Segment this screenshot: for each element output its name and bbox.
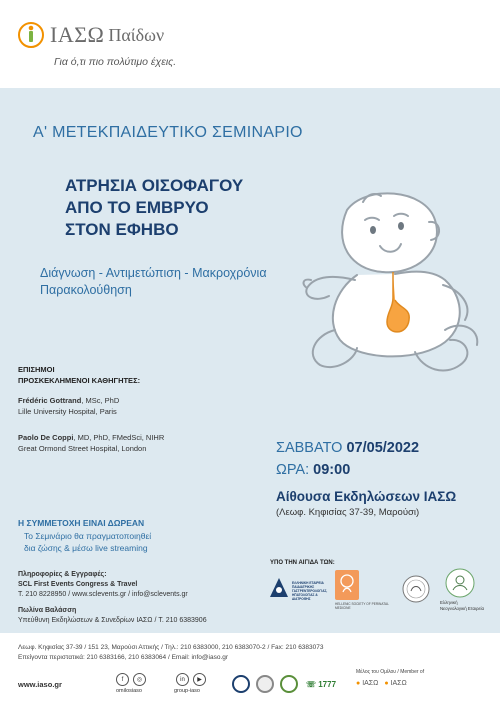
subtitle-line: Διάγνωση - Αντιμετώπιση - Μακροχρόνια [40, 266, 267, 280]
footer-address [18, 643, 324, 663]
contact-person-name: Πωλίνα Βαλάσση [18, 607, 77, 614]
member-logo-icon: ● [384, 680, 389, 687]
sponsor-name: ΕΛΛΗΝΙΚΗ ΕΤΑΙΡΕΙΑ ΠΑΙΔΙΑΤΡΙΚΗΣ ΓΑΣΤΡΕΝΤΕΡΟΛΟΓΙΑΣ, ΗΠΑΤΟΛΟΓΙΑΣ & ΔΙΑΤΡΟΦΗΣ [292, 581, 328, 601]
event-date [276, 440, 419, 456]
sponsor-logo-neonatal [440, 568, 485, 628]
professor-entry [18, 395, 119, 417]
header [0, 0, 500, 88]
member-logos [356, 680, 407, 687]
facebook-icon[interactable]: f [116, 673, 129, 686]
event-subtitle [40, 265, 320, 299]
subtitle-line: Παρακολούθηση [40, 283, 132, 297]
contact-person [18, 606, 207, 626]
iaso-logo[interactable] [18, 22, 164, 48]
brand-sub: Παίδων [108, 24, 165, 45]
registration-info [18, 570, 188, 600]
emergency-line: Επείγοντα περιστατικά: 210 6383166, 210 6383064 / Email: info@iaso.gr [18, 654, 229, 661]
neonatal-emblem-icon [445, 568, 475, 598]
professor-affiliation: Great Ormond Street Hospital, London [18, 444, 147, 453]
date-value: 07/05/2022 [346, 440, 420, 456]
society-emblem-icon [268, 577, 290, 599]
certification-badge-icon [232, 675, 250, 693]
contact-person-role: Υπεύθυνη Εκδηλώσεων & Συνεδρίων ΙΑΣΩ / T. 210 6383906 [18, 617, 207, 624]
member-logo-icon: ● [356, 680, 361, 687]
sponsor-logo-pediatric-gastro [268, 575, 330, 625]
event-title [65, 175, 243, 241]
registration-heading: Πληροφορίες & Εγγραφές: [18, 571, 107, 578]
title-line: ΑΠΟ ΤΟ ΕΜΒΡΥΟ [65, 198, 209, 217]
tagline: Για ό,τι πιο πολύτιμο έχεις. [54, 56, 177, 68]
website-link[interactable]: www.iaso.gr [18, 680, 62, 689]
baby-illustration [295, 180, 485, 380]
title-line: ΑΤΡΗΣΙΑ ΟΙΣΟΦΑΓΟΥ [65, 176, 244, 195]
instagram-icon[interactable]: ◎ [133, 673, 146, 686]
social-handle: group-iaso [174, 688, 200, 694]
invited-heading-line: ΕΠΙΣΗΜΟΙ [18, 365, 55, 374]
social-handle: omilosiaso [116, 688, 142, 694]
sponsor-name: HELLENIC SOCIETY OF PERINATAL MEDICINE [335, 602, 389, 610]
sponsor-logo-perinatal [335, 570, 391, 625]
auspices-heading: ΥΠΟ ΤΗΝ ΑΙΓΙΔΑ ΤΩΝ: [270, 560, 335, 566]
address-line: Λεωφ. Κηφισίας 37-39 / 151 23, Μαρούσι Αττικής / Τηλ.: 210 6383000, 210 6383070-2 / Fax: 210 6383073 [18, 644, 324, 651]
phone-number[interactable]: ☏ 1777 [306, 680, 337, 689]
free-participation-heading: Η ΣΥΜΜΕΤΟΧΗ ΕΙΝΑΙ ΔΩΡΕΑΝ [18, 518, 145, 528]
member-brand: ΙΑΣΩ [390, 680, 407, 687]
perinatal-emblem-icon [335, 570, 359, 600]
participation-description [24, 530, 244, 554]
date-label: ΣΑΒΒΑΤΟ [276, 440, 343, 456]
professor-affiliation: Lille University Hospital, Paris [18, 407, 117, 416]
participation-line: Το Σεμινάριο θα πραγματοποιηθεί [24, 531, 152, 541]
seminar-label: Α' ΜΕΤΕΚΠΑΙΔΕΥΤΙΚΟ ΣΕΜΙΝΑΡΙΟ [33, 124, 303, 141]
event-venue: Αίθουσα Εκδηλώσεων ΙΑΣΩ [276, 489, 457, 504]
professor-entry [18, 432, 164, 454]
venue-address: (Λεωφ. Κηφισίας 37-39, Μαρούσι) [276, 507, 420, 518]
logo-mark-icon [18, 22, 44, 48]
time-label: ΩΡΑ: [276, 462, 310, 478]
title-line: ΣΤΟΝ ΕΦΗΒΟ [65, 220, 179, 239]
participation-line: δια ζώσης & μέσω live streaming [24, 543, 148, 553]
sponsor-name: Ελληνική Νεογνολογική Εταιρεία [440, 600, 485, 611]
time-value: 09:00 [313, 462, 351, 478]
youtube-icon[interactable]: ▶ [193, 673, 206, 686]
sponsor-logo-seal [402, 575, 432, 605]
invited-heading-line: ΠΡΟΣΚΕΚΛΗΜΕΝΟΙ ΚΑΘΗΓΗΤΕΣ: [18, 376, 141, 385]
certification-badge-icon [280, 675, 298, 693]
certification-badge-icon [256, 675, 274, 693]
linkedin-icon[interactable]: in [176, 673, 189, 686]
invited-heading [18, 364, 140, 386]
brand-name: ΙΑΣΩ [50, 22, 105, 47]
seal-icon [402, 575, 430, 603]
professor-title: , MSc, PhD [81, 396, 120, 405]
event-time [276, 462, 350, 478]
professor-name: Paolo De Coppi [18, 433, 74, 442]
professor-name: Frédéric Gottrand [18, 396, 82, 405]
organizer-contact[interactable]: T. 210 8228950 / www.sclevents.gr / info@sclevents.gr [18, 591, 188, 598]
professor-title: , MD, PhD, FMedSci, NIHR [73, 433, 165, 442]
organizer-name: SCL First Events Congress & Travel [18, 581, 138, 588]
member-brand: ΙΑΣΩ [362, 680, 379, 687]
member-label: Μέλος του Ομίλου / Member of [356, 669, 425, 675]
phone-value: 1777 [318, 680, 337, 689]
